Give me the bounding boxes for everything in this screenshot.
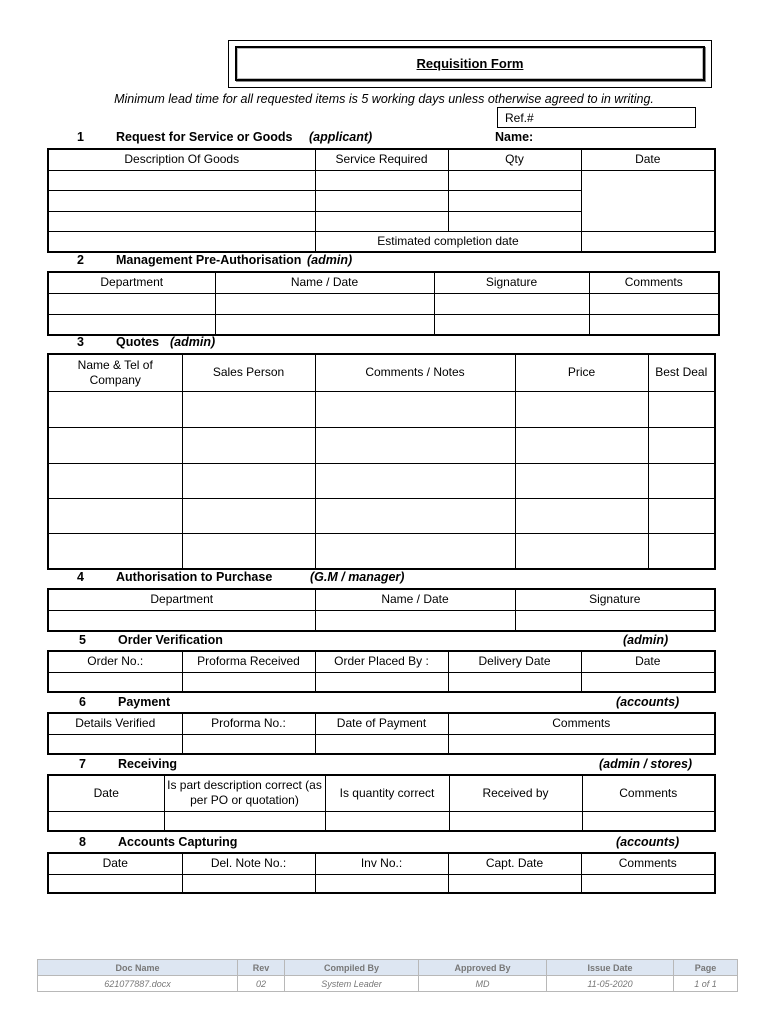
section-5-table bbox=[47, 650, 716, 693]
table-cell[interactable] bbox=[315, 190, 448, 211]
table-cell[interactable] bbox=[434, 293, 589, 314]
table-cell[interactable] bbox=[589, 293, 719, 314]
footer-issue-date: 11-05-2020 bbox=[547, 976, 674, 992]
col-date: Date bbox=[581, 651, 715, 672]
table-cell[interactable] bbox=[48, 811, 164, 831]
section-6-number: 6 bbox=[79, 695, 86, 709]
table-cell[interactable] bbox=[48, 427, 182, 463]
section-6-title: Payment bbox=[118, 695, 171, 709]
col-department: Department bbox=[48, 589, 315, 610]
col-company: Name & Tel of Company bbox=[48, 354, 182, 391]
table-cell[interactable] bbox=[449, 811, 582, 831]
footer-issue-date-header: Issue Date bbox=[547, 960, 674, 976]
date-cell[interactable] bbox=[581, 170, 715, 231]
table-cell[interactable] bbox=[48, 190, 315, 211]
table-cell[interactable] bbox=[448, 190, 581, 211]
table-cell[interactable] bbox=[48, 533, 182, 569]
table-cell[interactable] bbox=[448, 211, 581, 231]
table-cell[interactable] bbox=[515, 498, 648, 533]
col-qty: Qty bbox=[448, 149, 581, 170]
page-title: Requisition Form bbox=[416, 56, 524, 71]
section-7-title: Receiving bbox=[118, 757, 178, 771]
table-cell[interactable] bbox=[648, 533, 715, 569]
section-1-table bbox=[47, 148, 716, 253]
table-cell[interactable] bbox=[48, 463, 182, 498]
section-2-role: (admin) bbox=[307, 253, 353, 267]
section-1-title: Request for Service or Goods bbox=[116, 130, 293, 144]
section-7-number: 7 bbox=[79, 757, 86, 771]
table-cell[interactable] bbox=[182, 533, 315, 569]
table-cell[interactable] bbox=[182, 874, 315, 893]
footer-rev-header: Rev bbox=[238, 960, 285, 976]
table-cell[interactable] bbox=[582, 811, 715, 831]
footer-approved-by: MD bbox=[419, 976, 547, 992]
col-comments: Comments bbox=[581, 853, 715, 874]
table-cell[interactable] bbox=[48, 293, 215, 314]
ref-label: Ref.# bbox=[505, 111, 534, 125]
estimated-completion-label: Estimated completion date bbox=[315, 231, 581, 252]
table-cell[interactable] bbox=[48, 314, 215, 335]
table-cell[interactable] bbox=[315, 463, 515, 498]
section-5-number: 5 bbox=[79, 633, 86, 647]
table-cell[interactable] bbox=[315, 170, 448, 190]
table-cell[interactable] bbox=[48, 170, 315, 190]
table-cell[interactable] bbox=[648, 498, 715, 533]
table-cell[interactable] bbox=[515, 610, 715, 631]
section-5-role: (admin) bbox=[623, 633, 669, 647]
lead-time-note: Minimum lead time for all requested items is 5 working days unless otherwise agreed to in writing. bbox=[114, 92, 654, 106]
table-cell[interactable] bbox=[48, 498, 182, 533]
table-cell[interactable] bbox=[648, 391, 715, 427]
section-1-number: 1 bbox=[77, 130, 84, 144]
footer-page-header: Page bbox=[674, 960, 738, 976]
footer-doc-name-header: Doc Name bbox=[38, 960, 238, 976]
section-8-role: (accounts) bbox=[616, 835, 680, 849]
col-date: Date bbox=[581, 149, 715, 170]
section-1-role: (applicant) bbox=[309, 130, 373, 144]
col-delivery-date: Delivery Date bbox=[448, 651, 581, 672]
footer-compiled-by: System Leader bbox=[285, 976, 419, 992]
section-4-table bbox=[47, 588, 716, 632]
table-cell[interactable] bbox=[48, 672, 182, 692]
table-cell[interactable] bbox=[182, 672, 315, 692]
table-cell[interactable] bbox=[315, 427, 515, 463]
section-6-role: (accounts) bbox=[616, 695, 680, 709]
table-cell[interactable] bbox=[48, 734, 182, 754]
table-cell[interactable] bbox=[215, 293, 434, 314]
section-3-number: 3 bbox=[77, 335, 84, 349]
footer-rev: 02 bbox=[238, 976, 285, 992]
table-cell[interactable] bbox=[48, 874, 182, 893]
table-cell[interactable] bbox=[589, 314, 719, 335]
section-4-role: (G.M / manager) bbox=[310, 570, 405, 584]
table-cell[interactable] bbox=[515, 427, 648, 463]
estimated-completion-date-cell[interactable] bbox=[581, 231, 715, 252]
col-service-required: Service Required bbox=[315, 149, 448, 170]
table-cell[interactable] bbox=[648, 427, 715, 463]
col-order-placed-by: Order Placed By : bbox=[315, 651, 448, 672]
table-cell[interactable] bbox=[581, 672, 715, 692]
col-name-date: Name / Date bbox=[315, 589, 515, 610]
col-proforma-no: Proforma No.: bbox=[182, 713, 315, 734]
table-cell[interactable] bbox=[315, 391, 515, 427]
table-cell[interactable] bbox=[215, 314, 434, 335]
col-name-date: Name / Date bbox=[215, 272, 434, 293]
col-part-description-correct: Is part description correct (as per PO or quotation) bbox=[164, 775, 325, 811]
table-cell[interactable] bbox=[182, 498, 315, 533]
col-comments: Comments bbox=[589, 272, 719, 293]
col-received-by: Received by bbox=[449, 775, 582, 811]
table-cell[interactable] bbox=[182, 463, 315, 498]
table-cell[interactable] bbox=[315, 734, 448, 754]
table-cell[interactable] bbox=[325, 811, 449, 831]
col-date: Date bbox=[48, 775, 164, 811]
col-signature: Signature bbox=[434, 272, 589, 293]
footer-compiled-by-header: Compiled By bbox=[285, 960, 419, 976]
section-7-role: (admin / stores) bbox=[599, 757, 693, 771]
table-cell[interactable] bbox=[315, 610, 515, 631]
col-details-verified: Details Verified bbox=[48, 713, 182, 734]
table-cell[interactable] bbox=[648, 463, 715, 498]
section-7-table bbox=[47, 774, 716, 832]
table-cell[interactable] bbox=[48, 211, 315, 231]
table-cell[interactable] bbox=[315, 211, 448, 231]
col-sales-person: Sales Person bbox=[182, 354, 315, 391]
title-box bbox=[228, 40, 712, 88]
section-3-table bbox=[47, 353, 716, 570]
table-cell[interactable] bbox=[182, 427, 315, 463]
col-comments: Comments bbox=[448, 713, 715, 734]
table-cell[interactable] bbox=[448, 874, 581, 893]
footer-page: 1 of 1 bbox=[674, 976, 738, 992]
section-2-table bbox=[47, 271, 720, 336]
footer-approved-by-header: Approved By bbox=[419, 960, 547, 976]
table-cell[interactable] bbox=[182, 734, 315, 754]
table-cell[interactable] bbox=[164, 811, 325, 831]
col-proforma-received: Proforma Received bbox=[182, 651, 315, 672]
table-cell[interactable] bbox=[48, 391, 182, 427]
table-cell[interactable] bbox=[581, 874, 715, 893]
col-quantity-correct: Is quantity correct bbox=[325, 775, 449, 811]
section-2-number: 2 bbox=[77, 253, 84, 267]
section-5-title: Order Verification bbox=[118, 633, 223, 647]
table-cell[interactable] bbox=[448, 170, 581, 190]
col-date-of-payment: Date of Payment bbox=[315, 713, 448, 734]
col-comments-notes: Comments / Notes bbox=[315, 354, 515, 391]
col-date: Date bbox=[48, 853, 182, 874]
section-8-number: 8 bbox=[79, 835, 86, 849]
col-inv-no: Inv No.: bbox=[315, 853, 448, 874]
col-order-no: Order No.: bbox=[48, 651, 182, 672]
ref-field[interactable] bbox=[497, 107, 696, 128]
section-8-table bbox=[47, 852, 716, 894]
col-del-note-no: Del. Note No.: bbox=[182, 853, 315, 874]
table-cell[interactable] bbox=[315, 672, 448, 692]
document-footer bbox=[37, 959, 738, 992]
col-capt-date: Capt. Date bbox=[448, 853, 581, 874]
table-cell[interactable] bbox=[448, 672, 581, 692]
table-cell[interactable] bbox=[515, 391, 648, 427]
col-department: Department bbox=[48, 272, 215, 293]
col-best-deal: Best Deal bbox=[648, 354, 715, 391]
col-description-of-goods: Description Of Goods bbox=[48, 149, 315, 170]
table-cell[interactable] bbox=[48, 231, 315, 252]
table-cell[interactable] bbox=[182, 391, 315, 427]
section-8-title: Accounts Capturing bbox=[118, 835, 238, 849]
col-comments: Comments bbox=[582, 775, 715, 811]
table-cell[interactable] bbox=[515, 463, 648, 498]
table-cell[interactable] bbox=[315, 498, 515, 533]
table-cell[interactable] bbox=[48, 610, 315, 631]
applicant-name-label: Name: bbox=[495, 130, 534, 144]
table-cell[interactable] bbox=[315, 874, 448, 893]
table-cell[interactable] bbox=[434, 314, 589, 335]
section-3-title: Quotes bbox=[116, 335, 160, 349]
section-4-number: 4 bbox=[77, 570, 84, 584]
section-4-title: Authorisation to Purchase bbox=[116, 570, 273, 584]
section-3-role: (admin) bbox=[170, 335, 216, 349]
table-cell[interactable] bbox=[315, 533, 515, 569]
section-2-title: Management Pre-Authorisation bbox=[116, 253, 302, 267]
col-price: Price bbox=[515, 354, 648, 391]
table-cell[interactable] bbox=[515, 533, 648, 569]
table-cell[interactable] bbox=[448, 734, 715, 754]
title-frame bbox=[235, 46, 705, 81]
col-signature: Signature bbox=[515, 589, 715, 610]
section-6-table bbox=[47, 712, 716, 755]
footer-doc-name: 621077887.docx bbox=[38, 976, 238, 992]
